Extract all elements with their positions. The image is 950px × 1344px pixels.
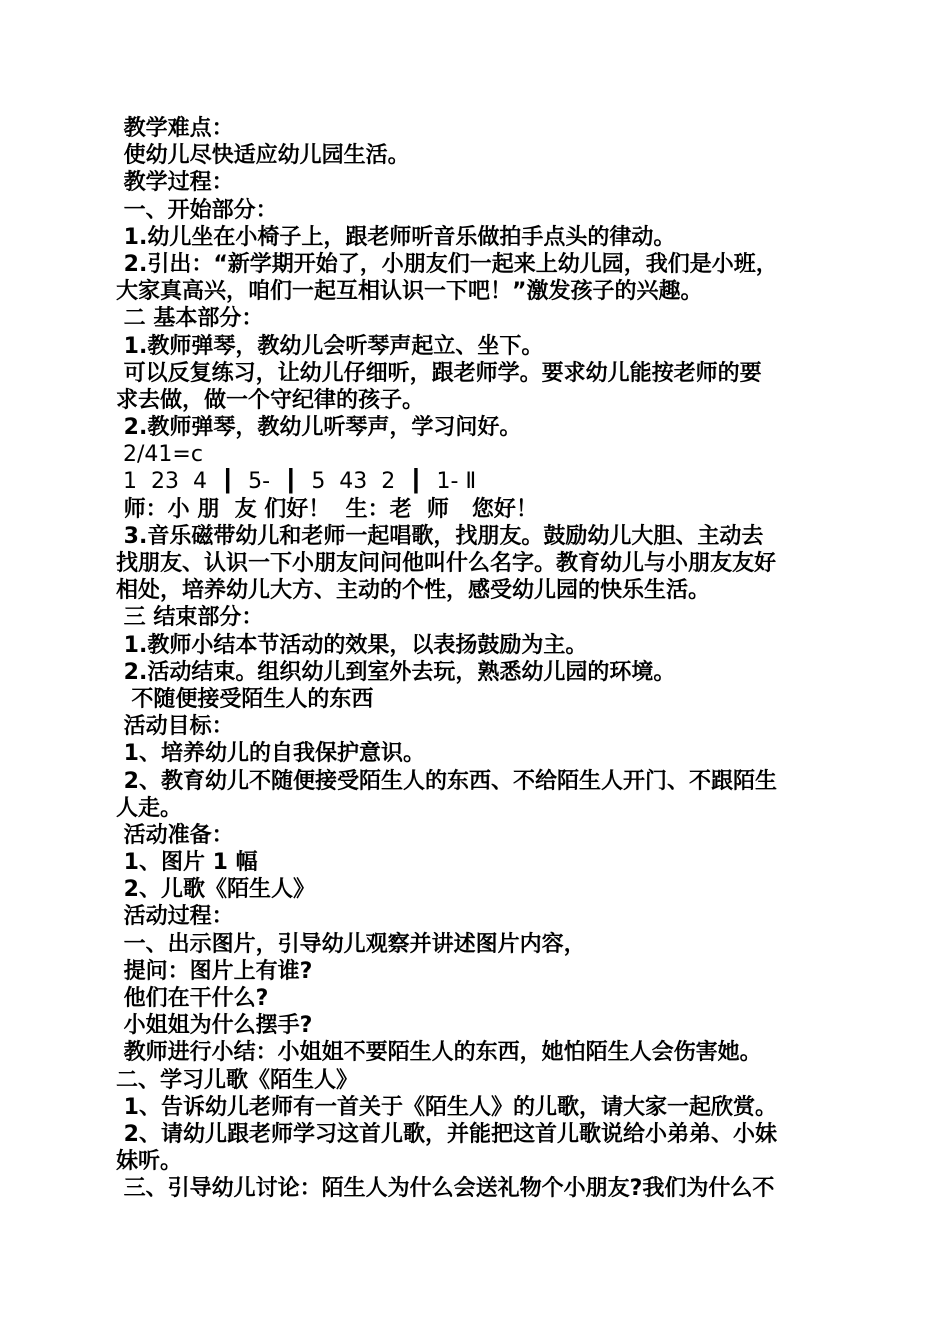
text-line: 三 结束部分： [116,605,264,631]
text-line: 2.活动结束。组织幼儿到室外去玩，熟悉幼儿园的环境。 [116,659,676,685]
text-line: 二、学习儿歌《陌生人》 [116,1067,359,1093]
music-notation-line: 1 23 4 ┃ 5- ┃ 5 43 2 ┃ 1- Ⅱ [116,469,477,495]
text-line: 大家真高兴，咱们一起互相认识一下吧！”激发孩子的兴趣。 [116,279,703,305]
text-line: 1.教师弹琴，教幼儿会听琴声起立、坐下。 [116,333,544,359]
text-line: 2、教育幼儿不随便接受陌生人的东西、不给陌生人开门、不跟陌生 [116,768,777,794]
text-line: 2、儿歌《陌生人》 [116,877,315,903]
text-line: 2.引出：“新学期开始了，小朋友们一起来上幼儿园，我们是小班， [116,251,778,277]
text-line: 教师进行小结：小姐姐不要陌生人的东西，她怕陌生人会伤害她。 [116,1040,762,1066]
text-line: 提问：图片上有谁? [116,958,313,984]
text-line: 3.音乐磁带幼儿和老师一起唱歌，找朋友。鼓励幼儿大胆、主动去 [116,523,764,549]
text-line: 教学难点： [116,116,234,141]
text-line: 人走。 [116,795,183,821]
section-title: 不随便接受陌生人的东西 [116,686,374,712]
text-line: 小姐姐为什么摆手? [116,1013,313,1039]
text-line: 找朋友、认识一下小朋友问问他叫什么名字。教育幼儿与小朋友友好 [116,551,777,576]
text-line: 使幼儿尽快适应幼儿园生活。 [116,143,410,169]
text-line: 二 基本部分： [116,306,264,332]
text-line: 一、出示图片，引导幼儿观察并讲述图片内容， [116,931,586,957]
music-key-line: 2/41=c [116,442,203,468]
text-line: 1、图片 1 幅 [116,850,258,876]
text-line: 求去做，做一个守纪律的孩子。 [116,387,425,413]
text-line: 2、请幼儿跟老师学习这首儿歌，并能把这首儿歌说给小弟弟、小妹 [116,1121,777,1147]
text-line: 一、开始部分： [116,197,278,223]
text-line: 他们在干什么? [116,986,269,1011]
text-line: 1.幼儿坐在小椅子上，跟老师听音乐做拍手点头的律动。 [116,224,676,250]
text-line: 活动过程： [116,904,234,930]
text-line: 妹听。 [116,1149,183,1175]
text-line: 三、引导幼儿讨论：陌生人为什么会送礼物个小朋友?我们为什么不 [116,1176,775,1202]
text-line: 可以反复练习，让幼儿仔细听，跟老师学。要求幼儿能按老师的要 [116,360,762,386]
text-line: 1、告诉幼儿老师有一首关于《陌生人》的儿歌，请大家一起欣赏。 [116,1094,777,1120]
text-line: 教学过程： [116,170,234,196]
text-line: 1、培养幼儿的自我保护意识。 [116,741,425,767]
document-body [116,115,836,1203]
lyrics-line: 师：小 朋 友 们好！ 生：老 师 您好！ [116,496,538,522]
text-line: 2.教师弹琴，教幼儿听琴声，学习问好。 [116,415,522,441]
text-line: 相处，培养幼儿大方、主动的个性，感受幼儿园的快乐生活。 [116,578,711,604]
text-line: 1.教师小结本节活动的效果，以表扬鼓励为主。 [116,632,588,658]
text-line: 活动目标： [116,714,234,740]
text-line: 活动准备： [116,822,234,848]
